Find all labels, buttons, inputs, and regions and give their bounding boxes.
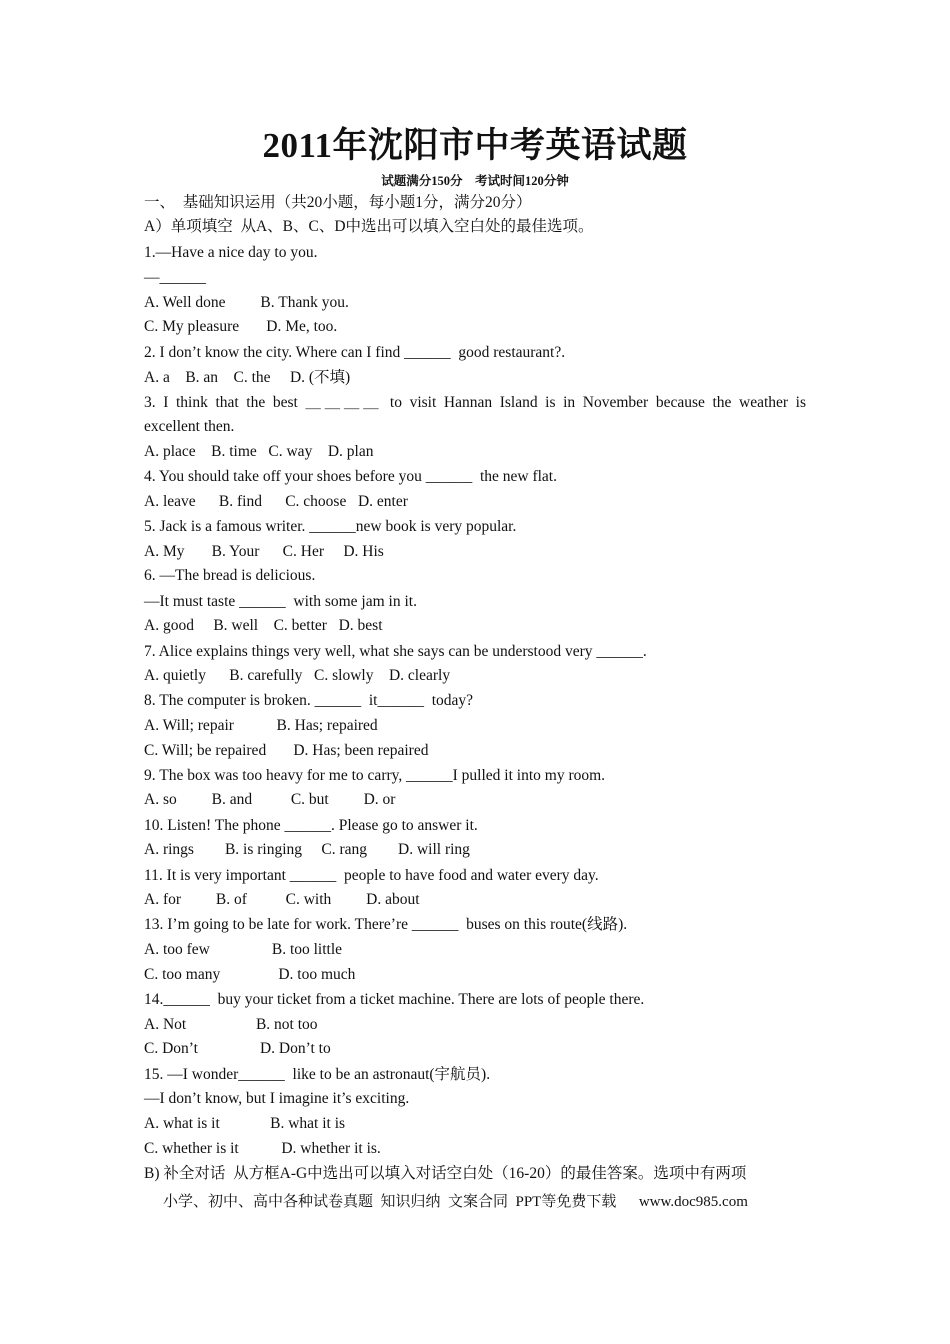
page-footer: 小学、初中、高中各种试卷真题 知识归纳 文案合同 PPT等免费下载 www.doc985.com (163, 1194, 748, 1210)
option-line: C. whether is it D. whether it is. (144, 1140, 381, 1157)
question-line: 7. Alice explains things very well, what she says can be understood very ______. (144, 643, 647, 660)
section-heading: 一、 基础知识运用（共20小题，每小题1分，满分20分） (144, 194, 532, 211)
question-line: —It must taste ______ with some jam in it. (144, 593, 417, 610)
option-line: A. too few B. too little (144, 941, 343, 958)
option-line: C. My pleasure D. Me, too. (144, 318, 338, 335)
section-instruction: B) 补全对话 从方框A-G中选出可以填入对话空白处（16-20）的最佳答案。选项中有两项 (144, 1165, 747, 1182)
question-line: 2. I don’t know the city. Where can I find ______ good restaurant?. (144, 344, 566, 361)
question-line: 11. It is very important ______ people to have food and water every day. (144, 867, 599, 884)
question-line: 10. Listen! The phone ______. Please go to answer it. (144, 817, 478, 834)
option-line: A. quietly B. carefully C. slowly D. clearly (144, 667, 451, 684)
option-line: A. so B. and C. but D. or (144, 791, 396, 808)
question-line: 14.______ buy your ticket from a ticket machine. There are lots of people there. (144, 991, 645, 1008)
option-line: A. Will; repair B. Has; repaired (144, 717, 378, 734)
question-line: 5. Jack is a famous writer. ______new book is very popular. (144, 518, 517, 535)
option-line: A. Well done B. Thank you. (144, 294, 349, 311)
option-line: A. My B. Your C. Her D. His (144, 543, 384, 560)
option-line: C. too many D. too much (144, 966, 356, 983)
question-line: 9. The box was too heavy for me to carry, ______I pulled it into my room. (144, 767, 606, 784)
option-line: A. place B. time C. way D. plan (144, 443, 374, 460)
question-line: —______ (144, 269, 206, 286)
question-line: 1.—Have a nice day to you. (144, 244, 318, 261)
question-line: 6. —The bread is delicious. (144, 567, 316, 584)
option-line: A. for B. of C. with D. about (144, 891, 420, 908)
question-line: 3. I think that the best ＿＿＿＿ to visit Hannan Island is in November because the weather is (144, 394, 806, 411)
option-line: A. Not B. not too (144, 1016, 318, 1033)
page-title: 2011年沈阳市中考英语试题 (262, 126, 688, 165)
option-line: A. rings B. is ringing C. rang D. will ring (144, 841, 470, 858)
question-line: 8. The computer is broken. ______ it______ today? (144, 692, 474, 709)
option-line: C. Will; be repaired D. Has; been repaired (144, 742, 429, 759)
option-line: C. Don’t D. Don’t to (144, 1040, 331, 1057)
question-line: excellent then. (144, 418, 235, 435)
option-line: A. a B. an C. the D. (不填) (144, 369, 351, 386)
question-line: 4. You should take off your shoes before you ______ the new flat. (144, 468, 557, 485)
question-line: 15. —I wonder______ like to be an astronaut(宇航员). (144, 1066, 491, 1083)
question-line: —I don’t know, but I imagine it’s exciting. (144, 1090, 410, 1107)
option-line: A. good B. well C. better D. best (144, 617, 383, 634)
option-line: A. what is it B. what it is (144, 1115, 346, 1132)
exam-info: 试题满分150分 考试时间120分钟 (381, 174, 569, 188)
question-line: 13. I’m going to be late for work. There’re ______ buses on this route(线路). (144, 916, 628, 933)
option-line: A. leave B. find C. choose D. enter (144, 493, 408, 510)
section-instruction: A）单项填空 从A、B、C、D中选出可以填入空白处的最佳选项。 (144, 218, 594, 235)
